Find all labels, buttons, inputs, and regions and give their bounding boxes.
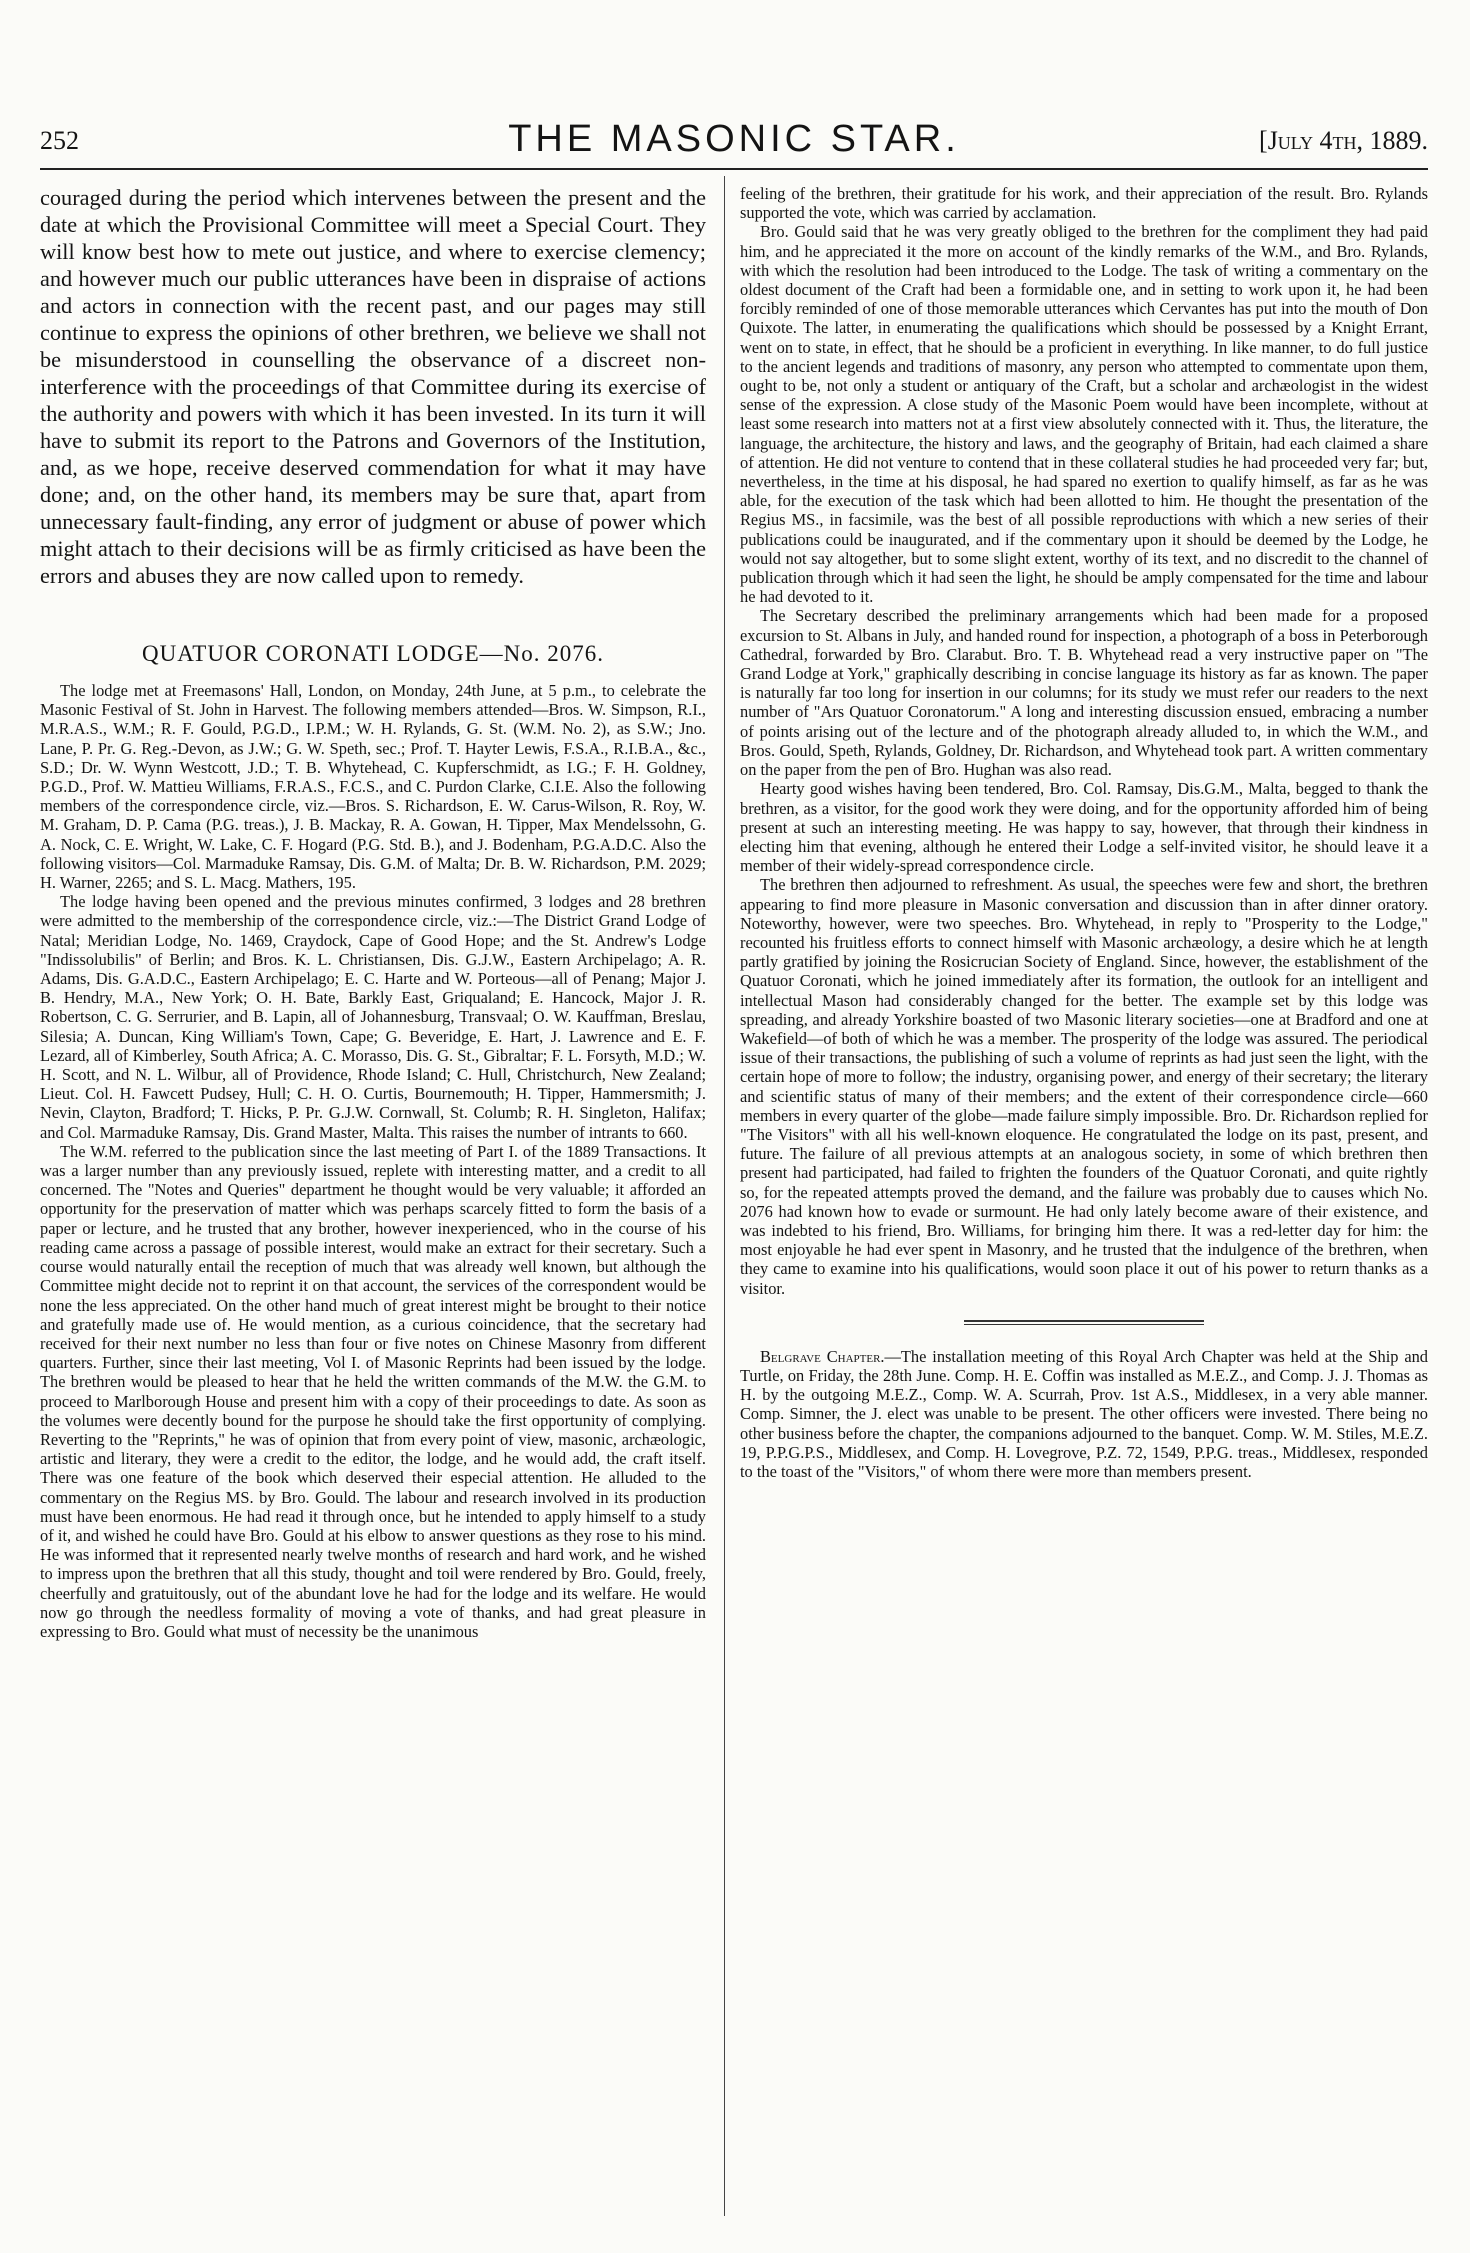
lodge-report-continued: [740, 184, 1428, 1298]
belgrave-chapter-report: [740, 1347, 1428, 1481]
journal-title: THE MASONIC STAR.: [508, 118, 960, 160]
section-heading: QUATUOR CORONATI LODGE—No. 2076.: [142, 641, 604, 666]
report-paragraph: The W.M. referred to the publication since the last meeting of Part I. of the 1889 Transactions. It was a larger number than any previously issued, replete with interesting matter, and a credit to all concerned. The "Notes and Queries" department he thought would be very valuable; it afforded an opportunity for the preservation of matter which was perhaps scarcely fitted to form the basis of a paper or lecture, and he trusted that any brother, however inexperienced, who in the course of his reading came across a passage of possible interest, would make an extract for their secretary. Such a course would naturally entail the reception of much that was already well known, but although the Committee might decide not to reprint it on that account, the services of the correspondent would be none the less appreciated. On the other hand much of great interest might be brought to their notice and gratefully made use of. He would mention, as a curious coincidence, that the secretary had received for their next number no less than four or five notes on Chinese Masonry from different quarters. Further, since their last meeting, Vol I. of Masonic Reprints had been issued by the lodge. The brethren would be pleased to hear that he held the written commands of the M.W. the G.M. to proceed to Marlborough House and present him with a copy of their proceedings to date. As soon as the volumes were decently bound for the purpose he should take the first opportunity of complying. Reverting to the "Reprints," he was of opinion that from every point of view, masonic, archæologic, artistic and literary, they were a credit to the editor, the lodge, and he would add, the craft itself. There was one feature of the book which deserved their especial attention. He alluded to the commentary on the Regius MS. by Bro. Gould. The labour and research involved in its production must have been enormous. He had read it through once, but he intended to apply himself to a study of it, and wished he could have Bro. Gould at his elbow to answer questions as they rose to his mind. He was informed that it represented nearly twelve months of research and hard work, and he wished to impress upon the brethren that all this study, thought and toil were rendered by Bro. Gould, freely, cheerfully and gratuitously, out of the abundant love he had for the lodge and its welfare. He would now go through the needless formality of moving a vote of thanks, and had great pleasure in expressing to Bro. Gould what must of necessity be the unanimous: [40, 1141, 706, 1641]
issue-date: [July 4th, 1889.: [1259, 126, 1428, 155]
report-paragraph: The lodge having been opened and the previous minutes confirmed, 3 lodges and 28 brethren were admitted to the membership of the correspondence circle, viz.:—The District Grand Lodge of Natal; Meridian Lodge, No. 1469, Craydock, Cape of Good Hope; and the St. Andrew's Lodge "Indissolubilis" of Berlin; and Bros. K. L. Christiansen, Dis. G.J.W., Eastern Archipelago; A. R. Adams, Dis. G.A.D.C., Eastern Archipelago; E. C. Harte and W. Porteous—all of Penang; Major J. B. Hendry, M.A., New York; O. H. Bate, Barkly East, Griqualand; E. Hancock, Major J. R. Robertson, C. G. Serrurier, and B. Lapin, all of Johannesburg, Transvaal; O. W. Kauffman, Breslau, Silesia; A. Duncan, King William's Town, Cape; G. Beveridge, E. Hart, J. Lawrence and E. F. Lezard, all of Kimberley, South Africa; A. C. Morasso, Dis. G. St., Gibraltar; F. L. Forsyth, M.D.; W. H. Scott, and N. L. Wilbur, all of Providence, Rhode Island; C. Hull, Christchurch, New Zealand; Lieut. Col. H. Fawcett Pudsey, Hull; C. H. O. Curtis, Bournemouth; H. Tipper, Hammersmith; J. Nevin, Clayton, Bradford; T. Hicks, P. Pr. G.J.W. Cornwall, St. Columb; R. H. Singleton, Halifax; and Col. Marmaduke Ramsay, Dis. Grand Master, Malta. This raises the number of intrants to 660.: [40, 892, 706, 1142]
page-header: [40, 118, 1428, 170]
column-divider: [724, 176, 725, 2216]
belgrave-lead: Belgrave Chapter.: [760, 1346, 885, 1366]
editorial-paragraph: couraged during the period which intervenes between the present and the date at which the Provisional Committee will meet a Special Court. They will know best how to mete out justice, and where to exercise clemency; and however much our public utterances have been in dispraise of actions and actors in connection with the recent past, and our pages may still continue to express the opinions of other brethren, we believe we shall not be misunderstood in counselling the observance of a discreet non-interference with the proceedings of that Committee during its exercise of the authority and powers with which it has been invested. In its turn it will have to submit its report to the Patrons and Governors of the Institution, and, as we hope, receive deserved commendation for what it may have done; and, on the other hand, its members may be sure that, apart from unnecessary fault-finding, any error of judgment or abuse of power which might attach to their decisions will be as firmly criticised as have been the errors and abuses they are now called upon to remedy.: [40, 185, 706, 588]
report-paragraph: The lodge met at Freemasons' Hall, London, on Monday, 24th June, at 5 p.m., to celebrate the Masonic Festival of St. John in Harvest. The following members attended—Bros. W. Simpson, R.I., M.R.A.S., W.M.; R. F. Gould, P.G.D., I.P.M.; W. H. Rylands, G. St. (W.M. No. 2), as S.W.; Jno. Lane, P. Pr. G. Reg.-Devon, as J.W.; G. W. Speth, sec.; Prof. T. Hayter Lewis, F.S.A., R.I.B.A., &c., S.D.; Dr. W. Wynn Westcott, J.D.; T. B. Whytehead, C. Kupferschmidt, as I.G.; F. H. Goldney, P.G.D., Prof. W. Mattieu Williams, F.R.A.S., F.C.S., and C. Purdon Clarke, C.I.E. Also the following members of the correspondence circle, viz.—Bros. S. Richardson, E. W. Carus-Wilson, R. Roy, W. M. Graham, D. P. Cama (P.G. treas.), J. B. Mackay, R. A. Gowan, H. Tipper, Max Mendelssohn, G. A. Nock, C. E. Wright, W. Lake, C. F. Hogard (P.G. Std. B.), and J. Bodenham, P.G.A.D.C. Also the following visitors—Col. Marmaduke Ramsay, Dis. G.M. of Malta; Dr. B. W. Richardson, P.M. 2029; H. Warner, 2265; and S. L. Macg. Mathers, 195.: [40, 681, 706, 893]
editorial-continuation: [40, 184, 706, 589]
report-paragraph: The brethren then adjourned to refreshment. As usual, the speeches were few and short, the brethren appearing to find more pleasure in Masonic conversation and discussion than in after dinner oratory. Noteworthy, however, were two speeches. Bro. Whytehead, in reply to "Prosperity to the Lodge," recounted his fruitless efforts to connect himself with Masonic archæology, a desire which he at length partly gratified by joining the Rosicrucian Society of England. Since, however, the establishment of the Quatuor Coronati, which he joined immediately after its formation, the outlook for an intelligent and intellectual Mason had considerably changed for the better. The example set by this lodge was spreading, and already Yorkshire boasted of two Masonic literary societies—one at Bradford and one at Wakefield—of both of which he was a member. The prosperity of the lodge was assured. The periodical issue of their transactions, the publishing of such a volume of reprints as had just seen the light, with the certain hope of more to follow; the industry, organising power, and energy of their secretary; the literary and scientific status of many of their members; and the extent of their correspondence circle—660 members in every quarter of the globe—made failure simply impossible. Bro. Dr. Richardson replied for "The Visitors" with all his well-known eloquence. He congratulated the lodge on its past, present, and future. The failure of all previous attempts at an analogous society, in some of which brethren then present had participated, had failed to frighten the founders of the Quatuor Coronati, and quite rightly so, for the repeated attempts proved the demand, and the failure was probably due to causes which No. 2076 had known how to evade or surmount. He had only lately become aware of their existence, and was indebted to his friend, Bro. Williams, for bringing him there. It was a red-letter day for him: the most enjoyable he had ever spent in Masonry, and he trusted that the indulgence of the brethren, when they came to examine into his qualifications, would soon place it out of his power to return thanks as a visitor.: [740, 875, 1428, 1298]
left-column: [40, 184, 706, 2224]
report-paragraph: Hearty good wishes having been tendered, Bro. Col. Ramsay, Dis.G.M., Malta, begged to thank the brethren, as a visitor, for the good work they were doing, and for the opportunity afforded him of being present at such an interesting meeting. He was happy to say, however, that through their kindness in electing him that evening, although he entered their Lodge a self-invited visitor, he should leave it a member of their widely-spread correspondence circle.: [740, 779, 1428, 876]
article-separator: [964, 1320, 1204, 1325]
header-rule: [40, 168, 1428, 170]
belgrave-paragraph: [740, 1347, 1428, 1481]
report-paragraph: Bro. Gould said that he was very greatly obliged to the brethren for the compliment they had paid him, and he appreciated it the more on account of the kindly remarks of the W.M., and Bro. Rylands, with which the resolution had been introduced to the Lodge. The task of writing a commentary on the oldest document of the Craft had been a formidable one, and in setting to work upon it, he had been forcibly reminded of one of those memorable utterances which Cervantes has put into the mouth of Don Quixote. The latter, in enumerating the qualifications which should be possessed by a Knight Errant, went on to state, in effect, that he should be a proficient in everything. In like manner, to do full justice to the ancient legends and traditions of masonry, any person who attempted to commentate upon them, ought to be, not only a student or antiquary of the Craft, but a scholar and archæologist in the widest sense of the expression. A close study of the Masonic Poem would have been incomplete, without at least some research into matters not at a first view absolutely connected with it. Thus, the literature, the language, the architecture, the history and laws, and the geography of Britain, had each claimed a share of attention. He did not venture to contend that in these collateral studies he had proceeded very far; but, nevertheless, in the time at his disposal, he had spared no exertion to qualify himself, as far as he was able, for the execution of the task which had been allotted to him. He thought the presentation of the Regius MS., in facsimile, was the best of all possible reproductions with which a new series of their publications could be inaugurated, and if the commentary upon it should be deemed by the Lodge, he would not say altogether, but to some slight extent, worthy of its text, and no discredit to the channel of publication through which it had seen the light, he should be amply compensated for the time and labour he had devoted to it.: [740, 222, 1428, 607]
right-column: [740, 184, 1428, 2224]
report-paragraph: feeling of the brethren, their gratitude for his work, and their appreciation of the result. Bro. Rylands supported the vote, which was carried by acclamation.: [740, 184, 1428, 223]
belgrave-text: —The installation meeting of this Royal Arch Chapter was held at the Ship and Turtle, on Friday, the 28th June. Comp. H. E. Coffin was installed as M.E.Z., and Comp. J. J. Thomas as H. by the outgoing M.E.Z., Comp. W. A. Scurrah, Prov. 1st A.S., Middlesex, in a very able manner. Comp. Simner, the J. elect was unable to be present. The other officers were invested. There being no other business before the chapter, the companions adjourned to the banquet. Comp. W. M. Stiles, M.E.Z. 19, P.P.G.P.S., Middlesex, and Comp. H. Lovegrove, P.Z. 72, 1549, P.P.G. treas., Middlesex, responded to the toast of the "Visitors," of whom there were more than members present.: [740, 1346, 1428, 1481]
page-number: 252: [40, 126, 79, 155]
lodge-report: [40, 681, 706, 1641]
report-paragraph: The Secretary described the preliminary arrangements which had been made for a proposed excursion to St. Albans in July, and handed round for inspection, a photograph of a boss in Peterborough Cathedral, forwarded by Bro. Clarabut. Bro. T. B. Whytehead read a very instructive paper on "The Grand Lodge at York," graphically describing in concise language its history as far as known. The paper is naturally far too long for insertion in our columns; for its study we must refer our readers to the next number of "Ars Quatuor Coronatorum." A long and interesting discussion ensued, embracing a number of points arising out of the lecture and of the photograph already alluded to, in which the W.M., and Bros. Gould, Speth, Rylands, Goldney, Dr. Richardson, and Whytehead took part. A written commentary on the paper from the pen of Bro. Hughan was also read.: [740, 606, 1428, 780]
